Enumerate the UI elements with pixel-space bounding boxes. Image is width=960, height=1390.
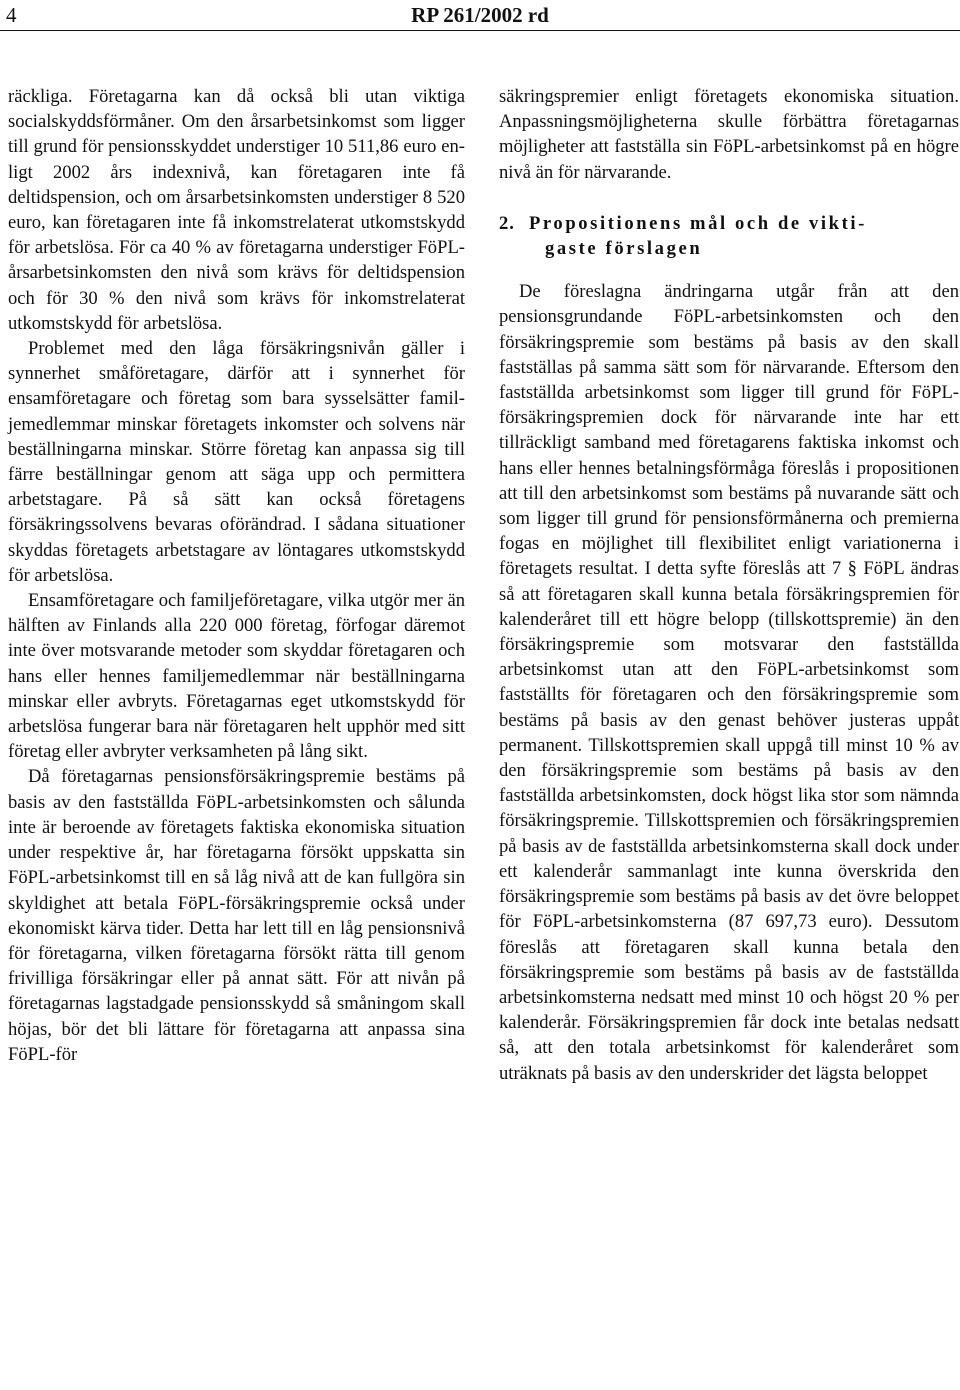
paragraph: säkringspremier enligt företagets ekonomiska situation. Anpassningsmöjligheterna skulle förbättra företagarnas möjligheter att fastställa sin FöPL-arbetsinkomst på en högre nivå än för närvarande. <box>499 86 959 183</box>
paragraph: räckliga. Företagarna kan då också bli utan viktiga socialskyddsförmåner. Om den årsarbetsinkomst som ligger till grund för pensionsskyddet understiger 10 511,86 euro enligt 2002 års indexnivå, kan företagaren inte få deltidspension, och om årsarbetsinkomsten understiger 8 520 euro, kan företagaren inte få inkomstrelaterat utkomstskydd för arbetslösa. För ca 40 % av företagarna understiger FöPL-årsarbetsinkomsten den nivå som krävs för deltidspension och för 30 % den nivå som krävs för inkomstrelaterat utkomstskydd för arbetslösa. <box>8 86 465 334</box>
paragraph: De föreslagna ändringarna utgår från att den pensionsgrundande FöPL-arbetsinkomsten och den försäkringspremie som bestäms på basis av den skall fastställas på samma sätt som för närvarande. Eftersom den fastställda arbetsinkomst som ligger till grund för FöPL-försäkringspremien dock för närvarande inte har ett tillräckligt samband med företagarens faktiska inkomst och hans eller hennes betalningsförmåga föreslås i propositionen att till den arbetsinkomst som bestäms på nuvarande sätt och som ligger till grund för pensionsförmånerna och premierna fogas en möjlighet till flexibilitet enligt variationerna i företagets resultat. I detta syfte föreslås att 7 § FöPL ändras så att företagaren skall kunna betala försäkringspremien för kalenderåret till ett högre belopp (tillskottspremie) än den försäkringspremie som motsvarar den fastställda arbetsinkomst utan att den FöPL-arbetsinkomst som fastställts för företagaren och den försäkringspremie som bestäms på basis av den genast behöver justeras uppåt permanent. Tillskottspremien skall uppgå till minst 10 % av den försäkringspremie som bestäms på basis av den fastställda arbetsinkomsten, dock högst lika stor som nämnda försäkringspremie. Tillskottspremien och försäkringspremien på basis av de fastställda arbetsinkomsterna skall dock under ett kalenderår sammanlagt inte kunna överskrida den försäkringspremie som bestäms på basis av det övre beloppet för FöPL-arbetsinkomsterna (87 697,73 euro). Dessutom föreslås att företagaren skall kunna betala den försäkringspremie som bestäms på basis av de fastställda arbetsinkomsterna nedsatt med minst 10 och högst 20 % per kalenderår. Försäkringspremien får dock inte betalas nedsatt så, att den totala arbetsinkomst för kalenderåret som uträknats på basis av den underskrider det lägsta beloppet <box>499 281 959 1084</box>
section-number: 2. <box>499 212 515 234</box>
page-header <box>0 0 960 34</box>
right-column <box>499 84 959 1086</box>
section-title-line2: gaste förslagen <box>545 238 703 260</box>
header-rule <box>0 30 960 31</box>
paragraph: Då företagarnas pensionsförsäkringspremie bestäms på basis av den fastställda FöPL-arbetsinkomsten och sålunda inte är beroende av företagets faktiska ekonomiska situation under respektive år, har företagarna försökt uppskatta sin FöPL-arbetsinkomst till en så låg nivå att de kan fullgöra sin skyldighet att betala FöPL-försäkringspremie också under ekonomiskt kärva tider. Detta har lett till en låg pensionsnivå för företagarna, vilken företagarna försökt rätta till genom frivilliga försäkringar eller på annat sätt. För att nivån på företagarnas lagstadgade pensionsskydd så småningom skall höjas, bör det bli lättare för företagarna att anpassa sina FöPL-för <box>8 766 465 1065</box>
left-column <box>8 84 465 1067</box>
page-number: 4 <box>6 3 17 27</box>
section-title-line1: Propositionens mål och de vikti- <box>528 212 867 234</box>
document-id: RP 261/2002 rd <box>411 3 549 27</box>
section-heading <box>499 211 959 261</box>
paragraph: Ensamföretagare och familjeföretagare, vilka utgör mer än hälften av Finlands alla 220 000 företag, förfogar däremot inte över motsvarande metoder som skyddar företagaren och hans eller hennes familjemedlemmar när beställningarna minskar eller avbryts. Företagarnas eget utkomstskydd för arbetslösa fungerar bara när företagaren helt upphör med sitt företag eller avbryter verksamheten på lång sikt. <box>8 590 465 763</box>
paragraph: Problemet med den låga försäkringsnivån gäller i synnerhet småföretagare, därför att i synnerhet för ensamföretagare och företag som bara sysselsätter familjemedlemmar minskar företagets inkomster och solvens när beställningarna minskar. Större företag kan anpassa sig till färre beställningar genom att säga upp och permittera arbetstagare. På så sätt kan också företagens försäkringssolvens bevaras oförändrad. I sådana situationer skyddas företagets arbetstagare av löntagares utkomstskydd för arbetslösa. <box>8 338 465 586</box>
